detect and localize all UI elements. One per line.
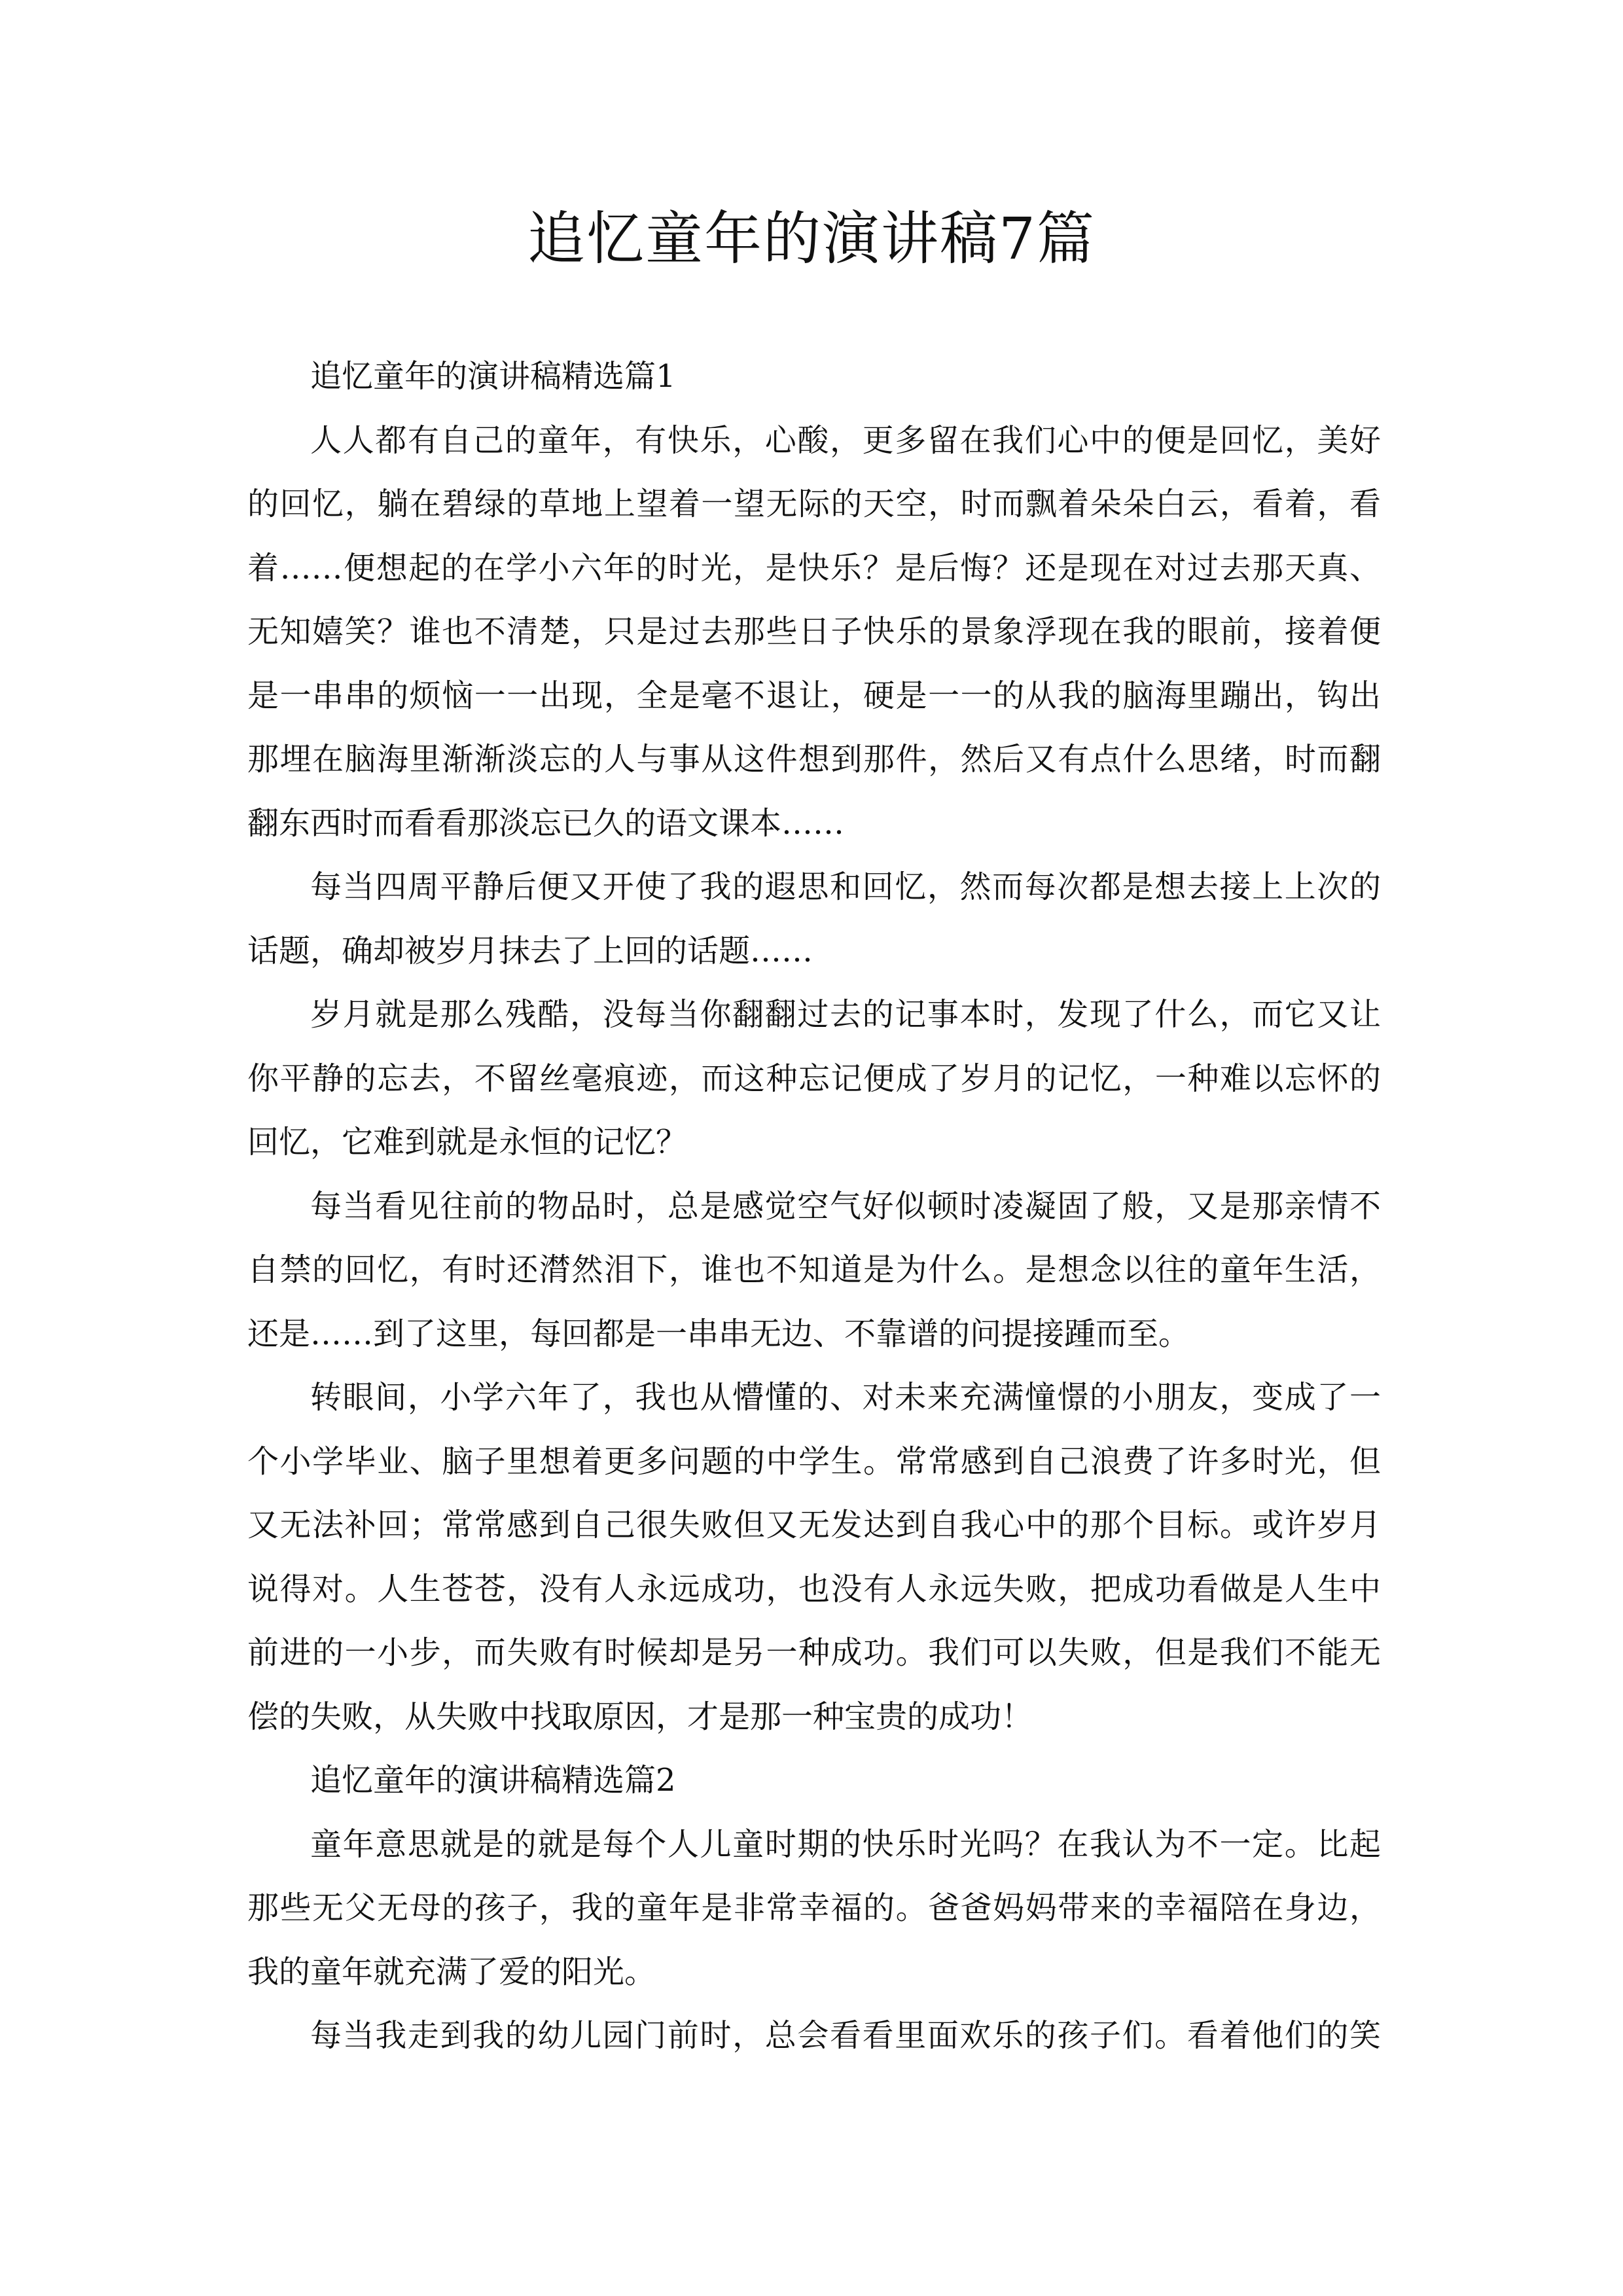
document-title: 追忆童年的演讲稿7篇 — [527, 205, 1096, 272]
text-line: 还是……到了这里，每回都是一串串无边、不靠谱的问提接踵而至。 — [247, 1315, 1190, 1352]
text-line: 童年意思就是的就是每个人儿童时期的快乐时光吗？在我认为不一定。比起 — [310, 1825, 1381, 1863]
document-body — [247, 345, 1381, 2068]
text-line: 翻东西时而看看那淡忘已久的语文课本…… — [247, 804, 845, 842]
text-line: 人人都有自己的童年，有快乐，心酸，更多留在我们心中的便是回忆，美好 — [310, 422, 1381, 459]
paragraph — [247, 1175, 1381, 1367]
paragraph — [247, 2004, 1381, 2068]
text-line: 那些无父无母的孩子，我的童年是非常幸福的。爸爸妈妈带来的幸福陪在身边， — [247, 1890, 1381, 1926]
text-line: 那埋在脑海里渐渐淡忘的人与事从这件想到那件，然后又有点什么思绪，时而翻 — [247, 741, 1381, 778]
text-line: 岁月就是那么残酷，没每当你翻翻过去的记事本时，发现了什么，而它又让 — [310, 996, 1381, 1033]
text-line: 我的童年就充满了爱的阳光。 — [247, 1953, 656, 1990]
text-line: 着……便想起的在学小六年的时光，是快乐？是后悔？还是现在对过去那天真、 — [247, 549, 1381, 586]
text-line: 每当四周平静后便又开使了我的遐思和回忆，然而每次都是想去接上上次的 — [310, 869, 1381, 905]
text-line: 的回忆，躺在碧绿的草地上望着一望无际的天空，时而飘着朵朵白云，看着，看 — [247, 486, 1381, 522]
paragraph — [247, 983, 1381, 1175]
text-line: 追忆童年的演讲稿精选篇1 — [310, 358, 676, 395]
paragraph — [247, 855, 1381, 983]
text-line: 无知嬉笑？谁也不清楚，只是过去那些日子快乐的景象浮现在我的眼前，接着便 — [247, 613, 1381, 650]
text-line: 说得对。人生苍苍，没有人永远成功，也没有人永远失败，把成功看做是人生中 — [247, 1570, 1381, 1607]
text-line: 偿的失败，从失败中找取原因，才是那一种宝贵的成功！ — [247, 1698, 1033, 1735]
text-line: 个小学毕业、脑子里想着更多问题的中学生。常常感到自己浪费了许多时光，但 — [247, 1443, 1381, 1480]
paragraph — [247, 1366, 1381, 1749]
text-line: 每当我走到我的幼儿园门前时，总会看看里面欢乐的孩子们。看着他们的笑 — [310, 2017, 1381, 2054]
text-line: 你平静的忘去，不留丝毫痕迹，而这种忘记便成了岁月的记忆，一种难以忘怀的 — [247, 1060, 1381, 1097]
text-line: 每当看见往前的物品时，总是感觉空气好似顿时凌凝固了般，又是那亲情不 — [310, 1187, 1381, 1225]
text-line: 转眼间，小学六年了，我也从懵懂的、对未来充满憧憬的小朋友，变成了一 — [310, 1379, 1381, 1416]
text-line: 话题，确却被岁月抹去了上回的话题…… — [247, 932, 813, 969]
section-heading — [247, 1749, 1381, 1813]
section-heading — [247, 345, 1381, 409]
paragraph — [247, 1813, 1381, 2005]
text-line: 自禁的回忆，有时还潸然泪下，谁也不知道是为什么。是想念以往的童年生活， — [247, 1251, 1381, 1288]
text-line: 是一串串的烦恼一一出现，全是毫不退让，硬是一一的从我的脑海里蹦出，钩出 — [247, 677, 1381, 714]
text-line: 又无法补回；常常感到自己很失败但又无发达到自我心中的那个目标。或许岁月 — [247, 1507, 1381, 1543]
paragraph — [247, 409, 1381, 856]
text-line: 回忆，它难到就是永恒的记忆？ — [247, 1124, 688, 1160]
text-line: 追忆童年的演讲稿精选篇2 — [310, 1762, 676, 1799]
text-line: 前进的一小步，而失败有时候却是另一种成功。我们可以失败，但是我们不能无 — [247, 1634, 1381, 1671]
